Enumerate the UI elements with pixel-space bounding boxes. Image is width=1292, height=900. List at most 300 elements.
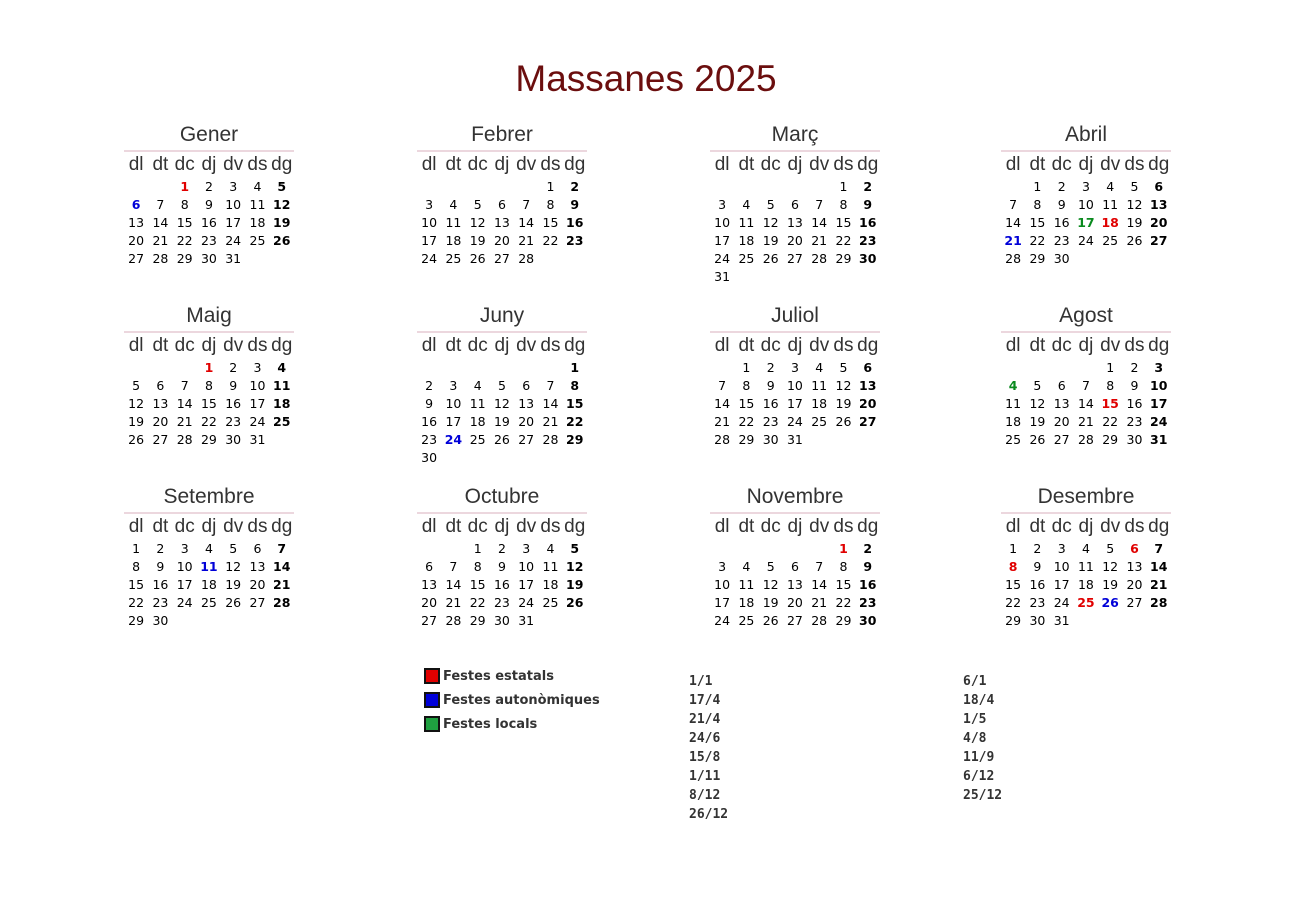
day-cell: 4	[204, 541, 213, 556]
week-row	[1001, 612, 1171, 630]
day-cell: 9	[570, 197, 580, 212]
weekday-label: dv	[516, 154, 537, 175]
day-cell: 10	[518, 559, 535, 574]
day-cell: 1	[570, 360, 580, 375]
week-row	[124, 540, 294, 558]
day-cell: 1	[742, 360, 751, 375]
empty-day-cell	[490, 359, 514, 377]
day-cell: 16	[859, 215, 877, 230]
day-cell: 16	[493, 577, 510, 592]
day-cell: 24	[714, 251, 731, 266]
weekday-label: dj	[1078, 154, 1094, 175]
day-cell: 21	[273, 577, 291, 592]
weekday-header	[124, 333, 294, 359]
empty-day-cell	[831, 268, 855, 286]
empty-day-cell	[1074, 359, 1098, 377]
day-cell: 2	[156, 541, 165, 556]
day-cell: 24	[1150, 414, 1168, 429]
empty-day-cell	[245, 612, 269, 630]
day-cell: 5	[1033, 378, 1042, 393]
day-cell: 2	[425, 378, 434, 393]
empty-day-cell	[1147, 250, 1171, 268]
day-cell: 15	[128, 577, 145, 592]
weekday-label: dj	[1078, 335, 1094, 356]
day-cell: 18	[1101, 215, 1119, 230]
week-row	[1001, 196, 1171, 214]
day-cell: 11	[249, 197, 266, 212]
day-cell: 6	[863, 360, 873, 375]
empty-day-cell	[514, 359, 538, 377]
day-cell: 27	[493, 251, 510, 266]
day-cell: 16	[152, 577, 169, 592]
day-cell: 9	[229, 378, 238, 393]
day-cell: 31	[249, 432, 266, 447]
day-cell: 11	[1077, 559, 1094, 574]
day-cell: 13	[152, 396, 169, 411]
month-name: Febrer	[471, 123, 533, 146]
day-cell: 12	[128, 396, 145, 411]
day-cell: 25	[1077, 595, 1095, 610]
day-cell: 7	[1009, 197, 1018, 212]
day-cell: 29	[200, 432, 217, 447]
day-cell: 26	[1101, 595, 1119, 610]
empty-day-cell	[807, 268, 831, 286]
day-cell: 8	[1033, 197, 1042, 212]
day-cell: 6	[790, 559, 799, 574]
holiday-date: 8/12	[689, 788, 721, 803]
week-row	[710, 377, 880, 395]
empty-day-cell	[417, 178, 441, 196]
day-cell: 4	[1081, 541, 1090, 556]
weekday-label: ds	[540, 335, 561, 356]
month-name: Abril	[1064, 123, 1107, 146]
day-cell: 20	[249, 577, 266, 592]
day-cell: 30	[859, 613, 877, 628]
day-cell: 5	[766, 559, 775, 574]
month-abril	[1001, 120, 1171, 268]
empty-day-cell	[245, 250, 269, 268]
week-row	[417, 540, 587, 558]
day-cell: 2	[1033, 541, 1042, 556]
day-cell: 5	[1130, 179, 1139, 194]
weekday-label: dg	[564, 516, 586, 537]
month-gener	[124, 120, 294, 268]
week-row	[417, 431, 587, 449]
holiday-date: 24/6	[689, 731, 721, 746]
day-cell: 6	[425, 559, 434, 574]
empty-day-cell	[466, 178, 490, 196]
month-grid	[1001, 331, 1171, 449]
weekday-label: dv	[223, 154, 244, 175]
day-cell: 5	[839, 360, 848, 375]
day-cell: 30	[859, 251, 877, 266]
day-cell: 29	[1005, 613, 1022, 628]
day-cell: 1	[473, 541, 482, 556]
day-cell: 28	[518, 251, 535, 266]
day-cell: 28	[1005, 251, 1022, 266]
weekday-label: dj	[787, 154, 803, 175]
day-cell: 27	[152, 432, 169, 447]
holiday-date: 1/1	[689, 674, 713, 689]
month-agost	[1001, 301, 1171, 449]
month-novembre	[710, 482, 880, 630]
day-cell: 22	[542, 233, 559, 248]
day-cell: 21	[1150, 577, 1168, 592]
day-cell: 3	[1154, 360, 1164, 375]
weekday-label: dg	[857, 335, 879, 356]
day-cell: 20	[493, 233, 510, 248]
weekday-label: dj	[201, 516, 217, 537]
weekday-label: dc	[467, 154, 488, 175]
weekday-label: ds	[540, 516, 561, 537]
week-row	[710, 431, 880, 449]
month-maig	[124, 301, 294, 449]
empty-day-cell	[1098, 612, 1122, 630]
day-cell: 23	[762, 414, 779, 429]
day-cell: 17	[714, 233, 731, 248]
day-cell: 16	[1126, 396, 1143, 411]
day-cell: 6	[1057, 378, 1066, 393]
day-cell: 26	[835, 414, 852, 429]
legend-swatch-green	[424, 716, 440, 732]
day-cell: 8	[204, 378, 213, 393]
day-cell: 15	[835, 215, 852, 230]
day-cell: 18	[738, 233, 755, 248]
empty-day-cell	[441, 178, 465, 196]
weekday-label: dg	[1148, 335, 1170, 356]
day-cell: 15	[1005, 577, 1022, 592]
empty-day-cell	[441, 540, 465, 558]
empty-day-cell	[538, 250, 562, 268]
day-cell: 15	[176, 215, 193, 230]
day-cell: 9	[1130, 378, 1139, 393]
day-cell: 6	[1154, 179, 1164, 194]
weekday-label: dl	[714, 516, 730, 537]
holiday-date: 11/9	[963, 750, 995, 765]
weekday-label: dl	[1005, 335, 1021, 356]
empty-day-cell	[1074, 250, 1098, 268]
weekday-label: dg	[1148, 516, 1170, 537]
day-cell: 7	[277, 541, 287, 556]
day-cell: 4	[1008, 378, 1018, 393]
day-cell: 4	[1106, 179, 1115, 194]
day-cell: 29	[176, 251, 193, 266]
day-cell: 29	[566, 432, 584, 447]
weekday-label: dt	[152, 335, 169, 356]
day-cell: 19	[1126, 215, 1143, 230]
empty-day-cell	[563, 612, 587, 630]
day-cell: 15	[469, 577, 486, 592]
day-cell: 14	[811, 577, 828, 592]
day-cell: 14	[1005, 215, 1022, 230]
weekday-label: dl	[1005, 516, 1021, 537]
weekday-label: dl	[128, 335, 144, 356]
day-cell: 15	[738, 396, 755, 411]
weekday-label: dj	[201, 154, 217, 175]
day-cell: 22	[1029, 233, 1046, 248]
week-row	[124, 558, 294, 576]
empty-day-cell	[807, 178, 831, 196]
holiday-date: 6/1	[963, 674, 987, 689]
day-cell: 18	[445, 233, 462, 248]
day-cell: 18	[249, 215, 266, 230]
weekday-label: ds	[833, 335, 854, 356]
week-row	[417, 576, 587, 594]
day-cell: 24	[714, 613, 731, 628]
day-cell: 5	[132, 378, 141, 393]
day-cell: 30	[152, 613, 169, 628]
day-cell: 22	[1102, 414, 1119, 429]
day-cell: 28	[811, 613, 828, 628]
legend-swatch-red	[424, 668, 440, 684]
day-cell: 6	[522, 378, 531, 393]
week-row	[1001, 377, 1171, 395]
empty-day-cell	[197, 612, 221, 630]
empty-day-cell	[807, 540, 831, 558]
day-cell: 20	[786, 595, 803, 610]
week-row	[1001, 359, 1171, 377]
empty-day-cell	[514, 449, 538, 467]
day-cell: 3	[449, 378, 458, 393]
empty-day-cell	[1001, 359, 1025, 377]
weekday-label: dv	[1100, 154, 1121, 175]
day-cell: 1	[1033, 179, 1042, 194]
month-octubre	[417, 482, 587, 630]
month-name: Maig	[186, 304, 232, 327]
month-grid	[1001, 150, 1171, 268]
empty-day-cell	[783, 178, 807, 196]
day-cell: 15	[542, 215, 559, 230]
weekday-header	[417, 152, 587, 178]
day-cell: 18	[469, 414, 486, 429]
weekday-label: dl	[421, 335, 437, 356]
day-cell: 24	[518, 595, 535, 610]
empty-day-cell	[124, 178, 148, 196]
empty-day-cell	[710, 359, 734, 377]
day-cell: 9	[425, 396, 434, 411]
week-row	[417, 395, 587, 413]
day-cell: 4	[815, 360, 824, 375]
day-cell: 24	[249, 414, 266, 429]
week-row	[710, 612, 880, 630]
weekday-header	[417, 333, 587, 359]
week-row	[417, 196, 587, 214]
day-cell: 30	[1126, 432, 1143, 447]
day-cell: 20	[1126, 577, 1143, 592]
month-name: Novembre	[746, 485, 844, 508]
weekday-label: dg	[564, 335, 586, 356]
weekday-label: dg	[857, 516, 879, 537]
weekday-label: dt	[445, 335, 462, 356]
day-cell: 10	[1150, 378, 1168, 393]
month-name: Octubre	[464, 485, 540, 508]
weekday-label: dc	[1051, 154, 1072, 175]
week-row	[710, 250, 880, 268]
week-row	[124, 431, 294, 449]
day-cell: 30	[1029, 613, 1046, 628]
weekday-label: dl	[1005, 154, 1021, 175]
day-cell: 4	[253, 179, 262, 194]
day-cell: 30	[762, 432, 779, 447]
day-cell: 15	[1101, 396, 1119, 411]
day-cell: 18	[1005, 414, 1022, 429]
weekday-label: dc	[467, 516, 488, 537]
weekday-label: dj	[201, 335, 217, 356]
day-cell: 20	[1053, 414, 1070, 429]
day-cell: 26	[469, 251, 486, 266]
day-cell: 5	[570, 541, 580, 556]
day-cell: 10	[1077, 197, 1094, 212]
day-cell: 10	[176, 559, 193, 574]
empty-day-cell	[538, 612, 562, 630]
holiday-date: 6/12	[963, 769, 995, 784]
holiday-date: 21/4	[689, 712, 721, 727]
day-cell: 4	[449, 197, 458, 212]
day-cell: 10	[786, 378, 803, 393]
day-cell: 20	[421, 595, 438, 610]
month-name: Agost	[1059, 304, 1113, 327]
empty-day-cell	[221, 612, 245, 630]
day-cell: 11	[200, 559, 218, 574]
day-cell: 30	[1053, 251, 1070, 266]
empty-day-cell	[831, 431, 855, 449]
day-cell: 25	[1102, 233, 1119, 248]
day-cell: 15	[566, 396, 584, 411]
day-cell: 24	[225, 233, 242, 248]
day-cell: 1	[180, 179, 190, 194]
day-cell: 3	[1057, 541, 1066, 556]
day-cell: 29	[1102, 432, 1119, 447]
day-cell: 28	[714, 432, 731, 447]
day-cell: 28	[273, 595, 291, 610]
week-row	[710, 576, 880, 594]
day-cell: 28	[811, 251, 828, 266]
day-cell: 20	[786, 233, 803, 248]
day-cell: 21	[811, 233, 828, 248]
empty-day-cell	[1147, 612, 1171, 630]
day-cell: 18	[1077, 577, 1094, 592]
empty-day-cell	[441, 359, 465, 377]
day-cell: 20	[859, 396, 877, 411]
weekday-label: dt	[738, 516, 755, 537]
holiday-date: 17/4	[689, 693, 721, 708]
day-cell: 11	[1102, 197, 1119, 212]
week-row	[417, 449, 587, 467]
empty-day-cell	[1001, 178, 1025, 196]
day-cell: 18	[738, 595, 755, 610]
day-cell: 26	[493, 432, 510, 447]
day-cell: 14	[445, 577, 462, 592]
day-cell: 7	[815, 559, 824, 574]
day-cell: 28	[1077, 432, 1094, 447]
week-row	[417, 594, 587, 612]
day-cell: 17	[1150, 396, 1168, 411]
week-row	[1001, 214, 1171, 232]
day-cell: 30	[493, 613, 510, 628]
day-cell: 21	[152, 233, 169, 248]
day-cell: 24	[176, 595, 193, 610]
day-cell: 14	[714, 396, 731, 411]
weekday-label: dc	[174, 516, 195, 537]
weekday-label: dg	[271, 154, 293, 175]
week-row	[417, 250, 587, 268]
weekday-label: dj	[494, 335, 510, 356]
month-grid	[710, 150, 880, 286]
day-cell: 17	[176, 577, 193, 592]
month-juliol	[710, 301, 880, 449]
weekday-label: dc	[467, 335, 488, 356]
day-cell: 27	[859, 414, 877, 429]
day-cell: 14	[176, 396, 193, 411]
empty-day-cell	[1074, 612, 1098, 630]
day-cell: 3	[425, 197, 434, 212]
day-cell: 28	[1150, 595, 1168, 610]
day-cell: 21	[811, 595, 828, 610]
day-cell: 24	[444, 432, 463, 447]
day-cell: 20	[152, 414, 169, 429]
day-cell: 12	[1029, 396, 1046, 411]
week-row	[124, 612, 294, 630]
day-cell: 11	[1005, 396, 1022, 411]
weekday-label: dt	[1029, 154, 1046, 175]
week-row	[710, 540, 880, 558]
day-cell: 26	[128, 432, 145, 447]
day-cell: 16	[225, 396, 242, 411]
holiday-dates-list-1	[689, 672, 728, 824]
day-cell: 8	[473, 559, 482, 574]
day-cell: 23	[225, 414, 242, 429]
day-cell: 19	[762, 233, 779, 248]
weekday-header	[710, 333, 880, 359]
empty-day-cell	[148, 359, 172, 377]
day-cell: 24	[786, 414, 803, 429]
day-cell: 25	[445, 251, 462, 266]
month-name: Març	[771, 123, 819, 146]
week-row	[124, 395, 294, 413]
day-cell: 10	[445, 396, 462, 411]
day-cell: 17	[249, 396, 266, 411]
day-cell: 30	[200, 251, 217, 266]
day-cell: 27	[786, 251, 803, 266]
holiday-date: 18/4	[963, 693, 995, 708]
legend-label: Festes locals	[443, 716, 538, 732]
weekday-label: dc	[760, 154, 781, 175]
day-cell: 16	[762, 396, 779, 411]
empty-day-cell	[734, 540, 758, 558]
day-cell: 14	[542, 396, 559, 411]
day-cell: 16	[200, 215, 217, 230]
day-cell: 6	[253, 541, 262, 556]
week-row	[710, 395, 880, 413]
day-cell: 17	[445, 414, 462, 429]
day-cell: 25	[469, 432, 486, 447]
weekday-label: ds	[1124, 154, 1145, 175]
day-cell: 3	[718, 197, 727, 212]
day-cell: 25	[738, 613, 755, 628]
day-cell: 21	[518, 233, 535, 248]
day-cell: 24	[1053, 595, 1070, 610]
empty-day-cell	[148, 178, 172, 196]
day-cell: 22	[738, 414, 755, 429]
day-cell: 7	[522, 197, 531, 212]
day-cell: 9	[863, 197, 873, 212]
weekday-label: dl	[128, 516, 144, 537]
weekday-label: dt	[738, 335, 755, 356]
day-cell: 25	[273, 414, 291, 429]
day-cell: 10	[225, 197, 242, 212]
day-cell: 31	[225, 251, 242, 266]
empty-day-cell	[759, 178, 783, 196]
